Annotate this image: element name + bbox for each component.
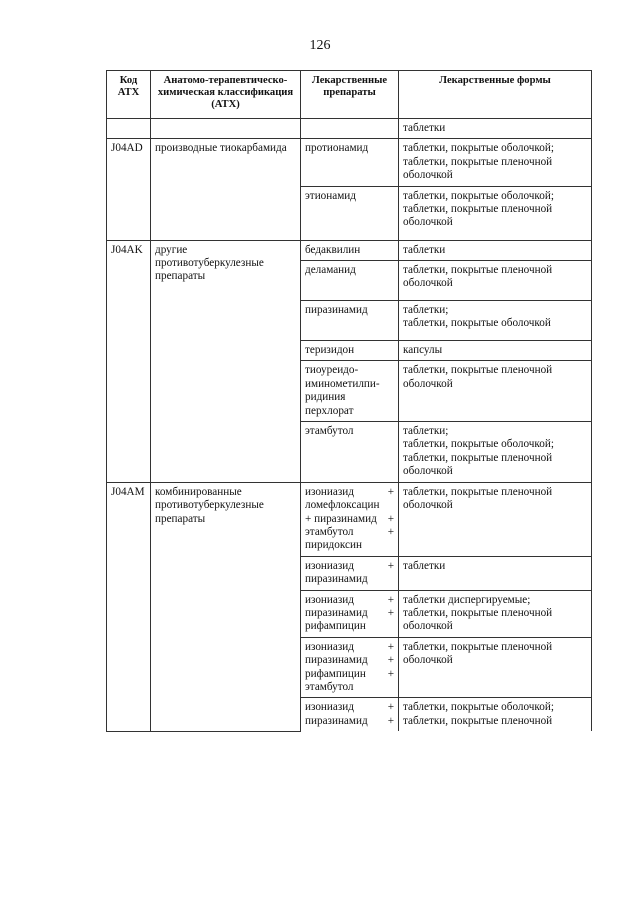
page-number: 126 (309, 38, 331, 53)
class-cell: производные тиокарбамида (151, 139, 301, 240)
form-cell: таблетки, покрытые пленочной оболочкой (399, 482, 592, 556)
code-cell: J04AK (107, 240, 151, 482)
drug-cell: этамбутол (301, 422, 399, 483)
drug-cell: изониазид + пиразинамид + рифампицин (301, 590, 399, 637)
drug-cell: бедаквилин (301, 240, 399, 260)
drug-cell: пиразинамид (301, 301, 399, 341)
table-header-row (107, 71, 592, 119)
drug-cell: изониазид + пиразинамид (301, 556, 399, 590)
table-row (107, 139, 592, 186)
form-cell: капсулы (399, 341, 592, 361)
form-cell: таблетки (399, 240, 592, 260)
code-cell: J04AD (107, 139, 151, 240)
drug-cell: теризидон (301, 341, 399, 361)
form-cell: таблетки, покрытые пленочной оболочкой (399, 261, 592, 301)
class-cell: комбинированные противотуберкулезные препараты (151, 482, 301, 731)
form-cell: таблетки, покрытые оболочкой; таблетки, покрытые пленочной оболочкой (399, 186, 592, 240)
header-forms: Лекарственные формы (399, 71, 592, 119)
class-cell: другие противотуберкулезные препараты (151, 240, 301, 482)
form-cell: таблетки, покрытые пленочной оболочкой (399, 361, 592, 422)
header-drugs: Лекарственные препараты (301, 71, 399, 119)
drug-cell: изониазид + пиразинамид + (301, 698, 399, 731)
atx-table (106, 70, 592, 732)
drug-cell: изониазид + ломефлоксацин + пиразинамид + этамбутол + пиридоксин (301, 482, 399, 556)
form-cell: таблетки; таблетки, покрытые оболочкой; таблетки, покрытые пленочной оболочкой (399, 422, 592, 483)
drug-cell: протионамид (301, 139, 399, 186)
code-cell: J04AM (107, 482, 151, 731)
table-row (107, 240, 592, 260)
drug-cell: тиоуреидо- иминометилпи- ридиния перхлорат (301, 361, 399, 422)
form-cell: таблетки (399, 119, 592, 139)
header-code: Код АТХ (107, 71, 151, 119)
form-cell: таблетки диспергируемые; таблетки, покрытые пленочной оболочкой (399, 590, 592, 637)
form-cell: таблетки, покрытые пленочной оболочкой (399, 637, 592, 698)
drug-cell: этионамид (301, 186, 399, 240)
table-row (107, 119, 592, 139)
form-cell: таблетки, покрытые оболочкой; таблетки, покрытые пленочной (399, 698, 592, 731)
form-cell: таблетки, покрытые оболочкой; таблетки, покрытые пленочной оболочкой (399, 139, 592, 186)
form-cell: таблетки; таблетки, покрытые оболочкой (399, 301, 592, 341)
table-row (107, 482, 592, 556)
drug-cell: изониазид + пиразинамид + рифампицин + этамбутол (301, 637, 399, 698)
form-cell: таблетки (399, 556, 592, 590)
header-classification: Анатомо-терапевтическо-химическая классификация (АТХ) (151, 71, 301, 119)
drug-cell: деламанид (301, 261, 399, 301)
